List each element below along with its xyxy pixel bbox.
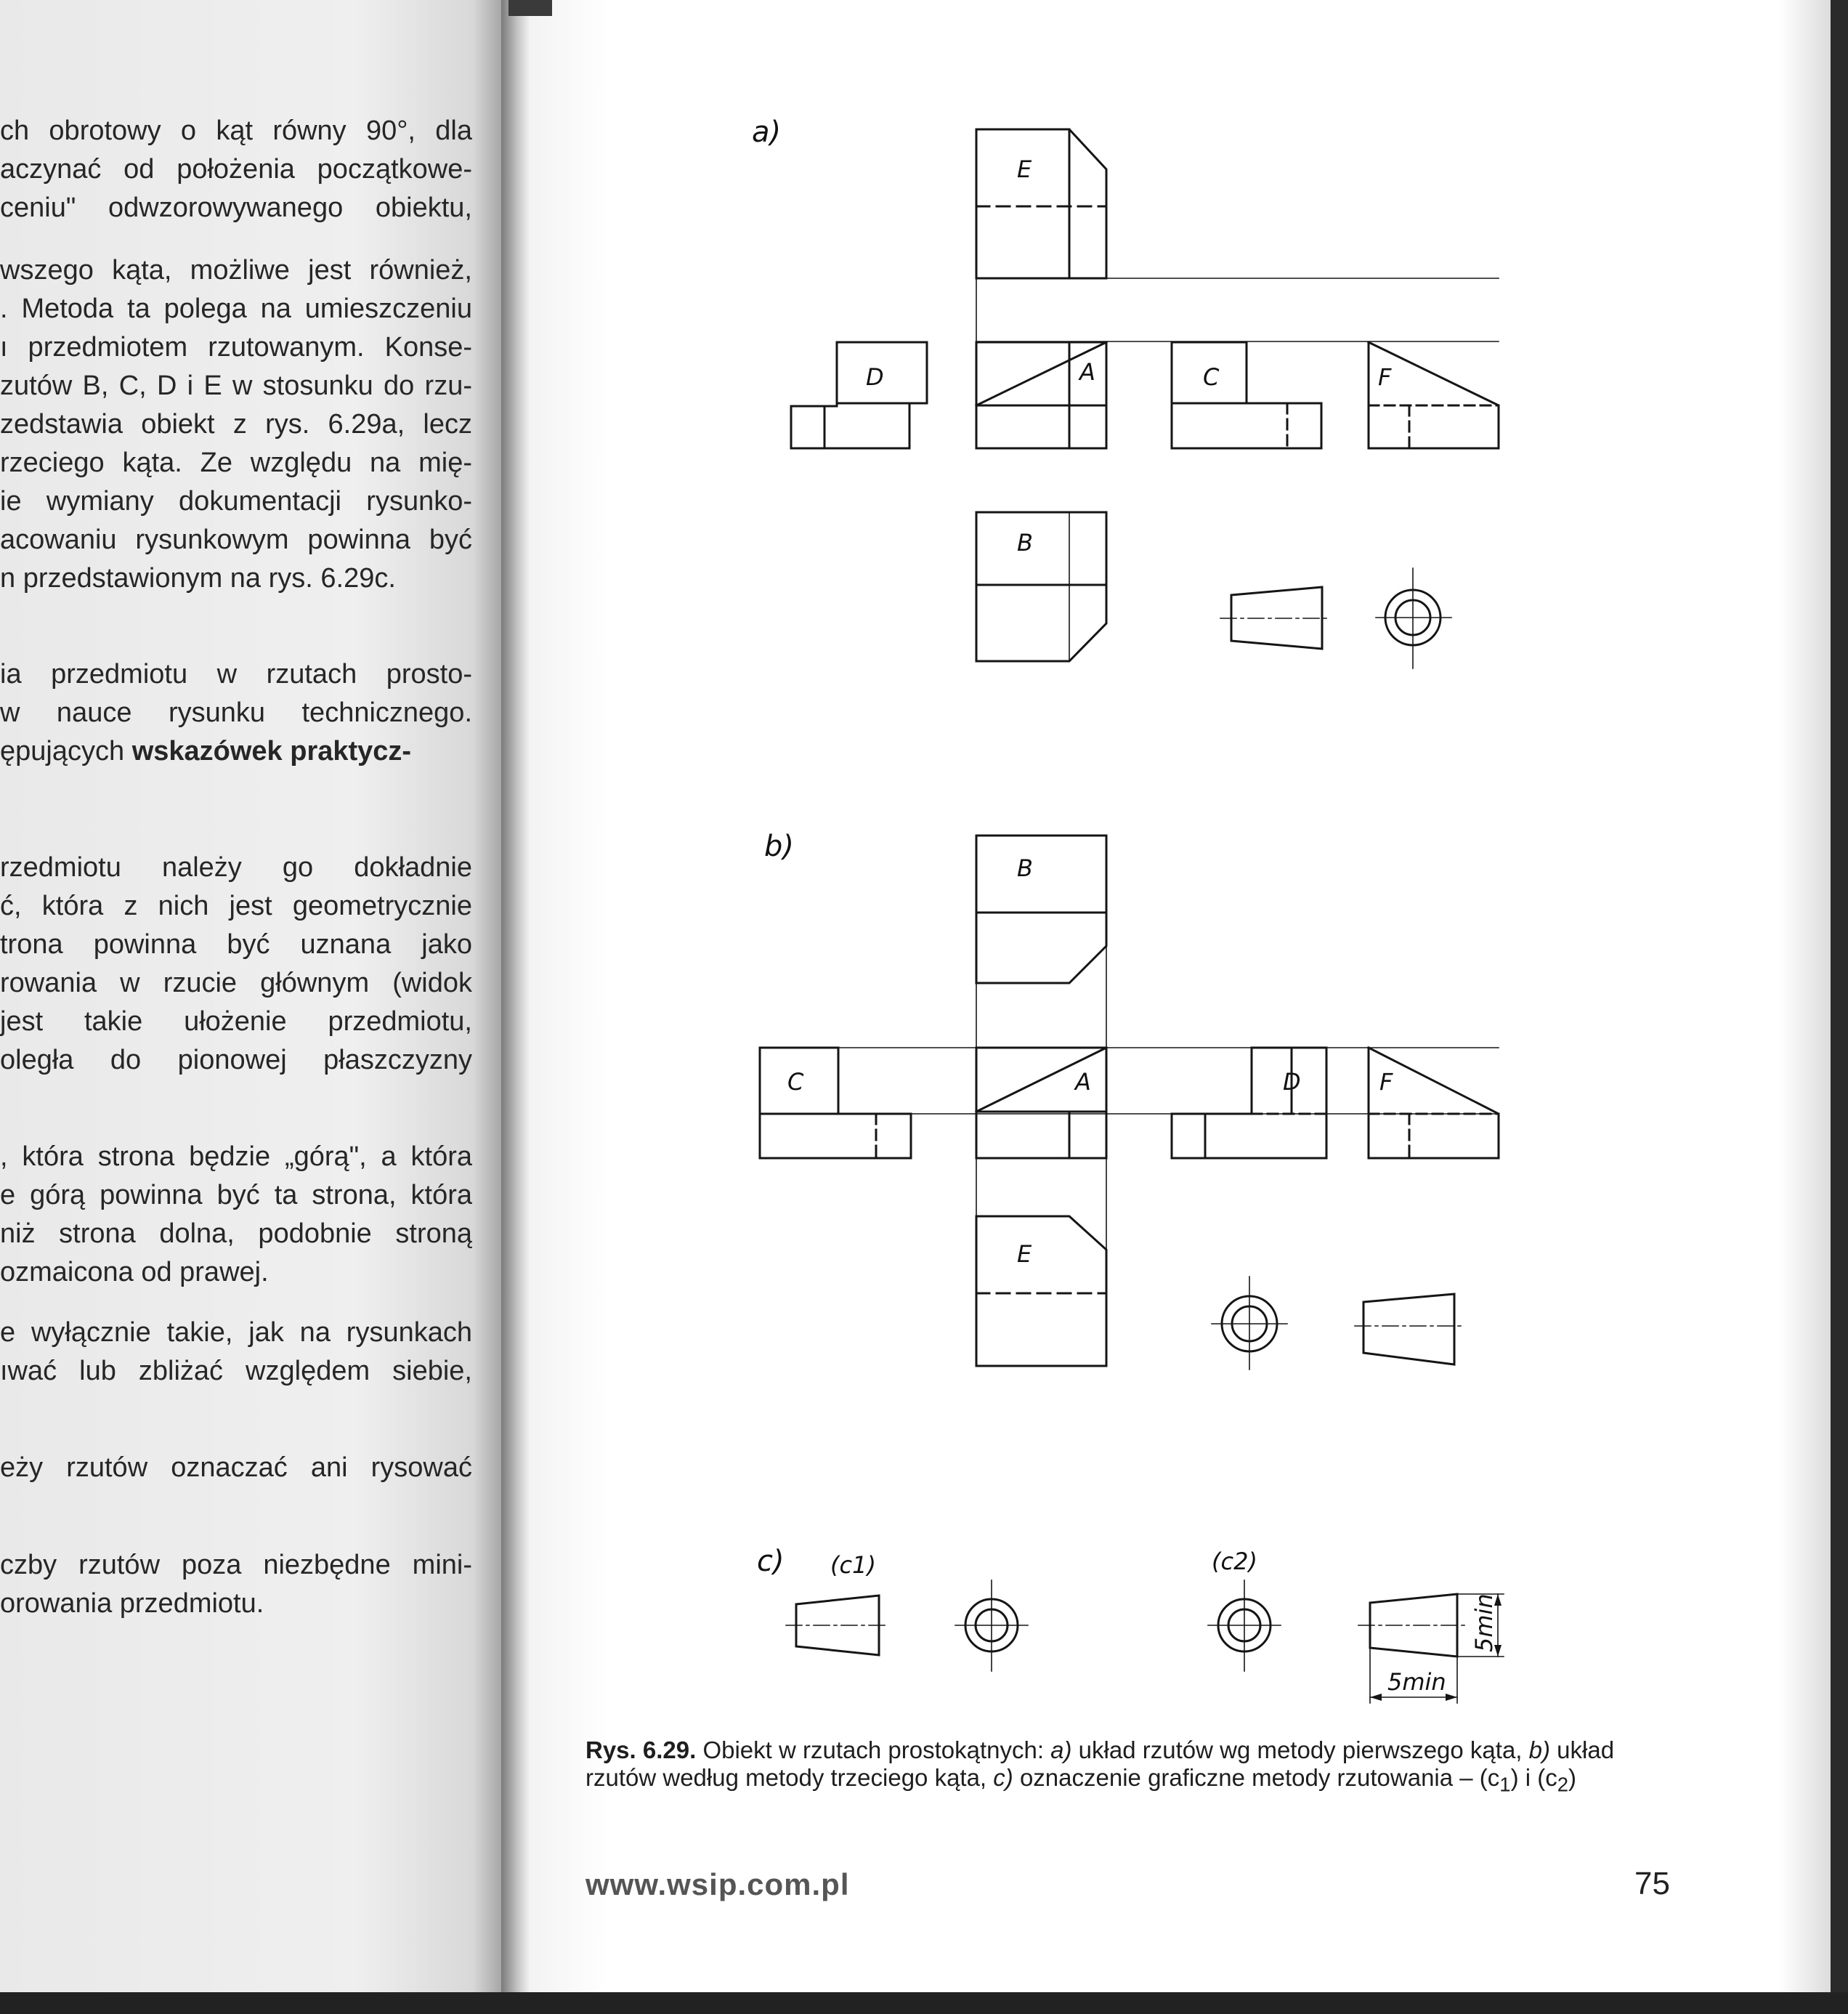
text-line: . Metoda ta polega na umieszczeniu: [0, 294, 472, 324]
caption-text: [585, 1736, 1682, 1799]
caption-part: 2: [1557, 1773, 1569, 1796]
view-f: [1369, 342, 1499, 448]
panel-c-label: c): [757, 1545, 785, 1578]
text-line: zutów B, C, D i E w stosunku do rzu-: [0, 371, 472, 401]
panel-a-label: a): [752, 116, 782, 149]
text-line: acowaniu rysunkowym powinna być: [0, 525, 472, 555]
view-e: [976, 129, 1106, 278]
text-line: trona powinna być uznana jako: [0, 929, 472, 960]
view-f: [1369, 1048, 1499, 1158]
panel-a: [752, 116, 1499, 668]
projection-lines: [792, 836, 1499, 1366]
text-line: ıwać lub zbliżać względem siebie,: [0, 1356, 472, 1386]
text-line: eży rzutów oznaczać ani rysować: [0, 1452, 472, 1483]
text-line: ie wymiany dokumentacji rysunko-: [0, 486, 472, 517]
panel-b: [760, 830, 1499, 1370]
text-line: rowania w rzucie głównym (widok: [0, 968, 472, 998]
text-span: ępujących: [0, 736, 125, 767]
label-e: E: [1017, 1240, 1032, 1268]
projection-lines: [976, 132, 1499, 445]
page-edge-top: [508, 0, 552, 16]
view-b: [976, 512, 1106, 661]
text-line: jest takie ułożenie przedmiotu,: [0, 1006, 472, 1037]
dimension-5min-horizontal: 5min: [1387, 1668, 1446, 1696]
caption-part: ) i (c: [1510, 1764, 1557, 1791]
left-paragraph-8: [0, 1546, 472, 1623]
label-f: F: [1378, 363, 1392, 391]
text-line: rzedmiotu należy go dokładnie: [0, 852, 472, 883]
caption-part: 1: [1499, 1773, 1511, 1796]
label-e: E: [1017, 155, 1032, 183]
label-c: C: [1203, 363, 1220, 391]
view-a: [976, 1048, 1106, 1158]
label-b: B: [1017, 529, 1033, 557]
c2-label: (c2): [1212, 1548, 1257, 1575]
c1-label: (c1): [830, 1551, 876, 1579]
text-line: ch obrotowy o kąt równy 90°, dla: [0, 116, 472, 146]
caption-part: a): [1050, 1736, 1072, 1763]
label-f: F: [1379, 1068, 1393, 1096]
dimension-5min-vertical: 5min: [1470, 1593, 1498, 1652]
text-line: ı przedmiotem rzutowanym. Konse-: [0, 332, 472, 363]
book-gutter: [501, 0, 530, 2014]
left-paragraph-5: [0, 1138, 472, 1292]
page-number: 75: [1634, 1866, 1670, 1901]
text-line: oległa do pionowej płaszczyzny: [0, 1045, 472, 1075]
footer-url: www.wsip.com.pl: [585, 1867, 850, 1901]
caption-part: oznaczenie graficzne metody rzutowania – (c: [1013, 1764, 1500, 1791]
view-c: [760, 1048, 911, 1158]
left-paragraph-1: [0, 112, 472, 227]
view-e: [976, 1216, 1106, 1366]
text-line: ozmaicona od prawej.: [0, 1257, 269, 1287]
text-line: n przedstawionym na rys. 6.29c.: [0, 563, 396, 594]
text-line: ć, która z nich jest geometrycznie: [0, 891, 472, 921]
symbol-c2: [1208, 1580, 1504, 1703]
text-line: wszego kąta, możliwe jest również,: [0, 255, 472, 286]
page-edge-bottom: [0, 1992, 1848, 2014]
panel-b-label: b): [764, 830, 794, 863]
text-line: e wyłącznie takie, jak na rysunkach: [0, 1317, 472, 1348]
caption-part: c): [993, 1764, 1013, 1791]
caption-lead: Rys. 6.29.: [585, 1736, 697, 1763]
text-line: orowania przedmiotu.: [0, 1588, 264, 1619]
panel-c: [757, 1545, 1504, 1703]
left-paragraph-4: [0, 849, 472, 1080]
view-d: [791, 342, 927, 448]
caption-part: b): [1528, 1736, 1550, 1763]
left-paragraph-6: [0, 1314, 472, 1391]
text-line: w nauce rysunku technicznego.: [0, 697, 472, 728]
text-line: zedstawia obiekt z rys. 6.29a, lecz: [0, 409, 472, 440]
symbol-c1: [786, 1580, 1028, 1671]
text-line: [0, 732, 472, 771]
caption-part: ): [1568, 1764, 1577, 1791]
view-a: [976, 342, 1106, 448]
label-c: C: [787, 1068, 804, 1096]
page-edge: [1831, 0, 1848, 2014]
label-d: D: [866, 363, 884, 391]
text-line: ceniu" odwzorowywanego obiektu,: [0, 193, 472, 223]
view-b: [976, 836, 1106, 983]
text-line: rzeciego kąta. Ze względu na mię-: [0, 448, 472, 478]
text-line: e górą powinna być ta strona, która: [0, 1180, 472, 1210]
projection-symbol-first-angle: [1220, 568, 1451, 668]
text-line: niż strona dolna, podobnie stroną: [0, 1218, 472, 1249]
caption-part: Obiekt w rzutach prostokątnych:: [696, 1736, 1051, 1763]
caption-part: układ rzutów wg metody pierwszego kąta,: [1071, 1736, 1529, 1763]
text-line: ia przedmiotu w rzutach prosto-: [0, 659, 472, 689]
label-a: A: [1075, 1068, 1091, 1096]
left-paragraph-7: [0, 1449, 472, 1487]
figure-caption: [585, 1736, 1682, 1799]
view-d: [1172, 1048, 1326, 1158]
left-paragraph-2: [0, 251, 472, 598]
label-b: B: [1017, 854, 1033, 882]
left-paragraph-3: [0, 655, 472, 771]
projection-symbol-third-angle: [1212, 1277, 1463, 1370]
text-line: , która strona będzie „górą", a która: [0, 1141, 472, 1172]
view-c: [1172, 342, 1321, 448]
text-line: czby rzutów poza niezbędne mini-: [0, 1550, 472, 1580]
label-d: D: [1283, 1068, 1301, 1096]
text-line: aczynać od położenia początkowe-: [0, 154, 472, 185]
projection-figure: [712, 102, 1525, 1722]
caption-part: układ rzutów według metody trzeciego kąta,: [585, 1736, 1615, 1791]
bold-text: wskazówek praktycz-: [131, 736, 412, 767]
label-a: A: [1079, 358, 1095, 386]
